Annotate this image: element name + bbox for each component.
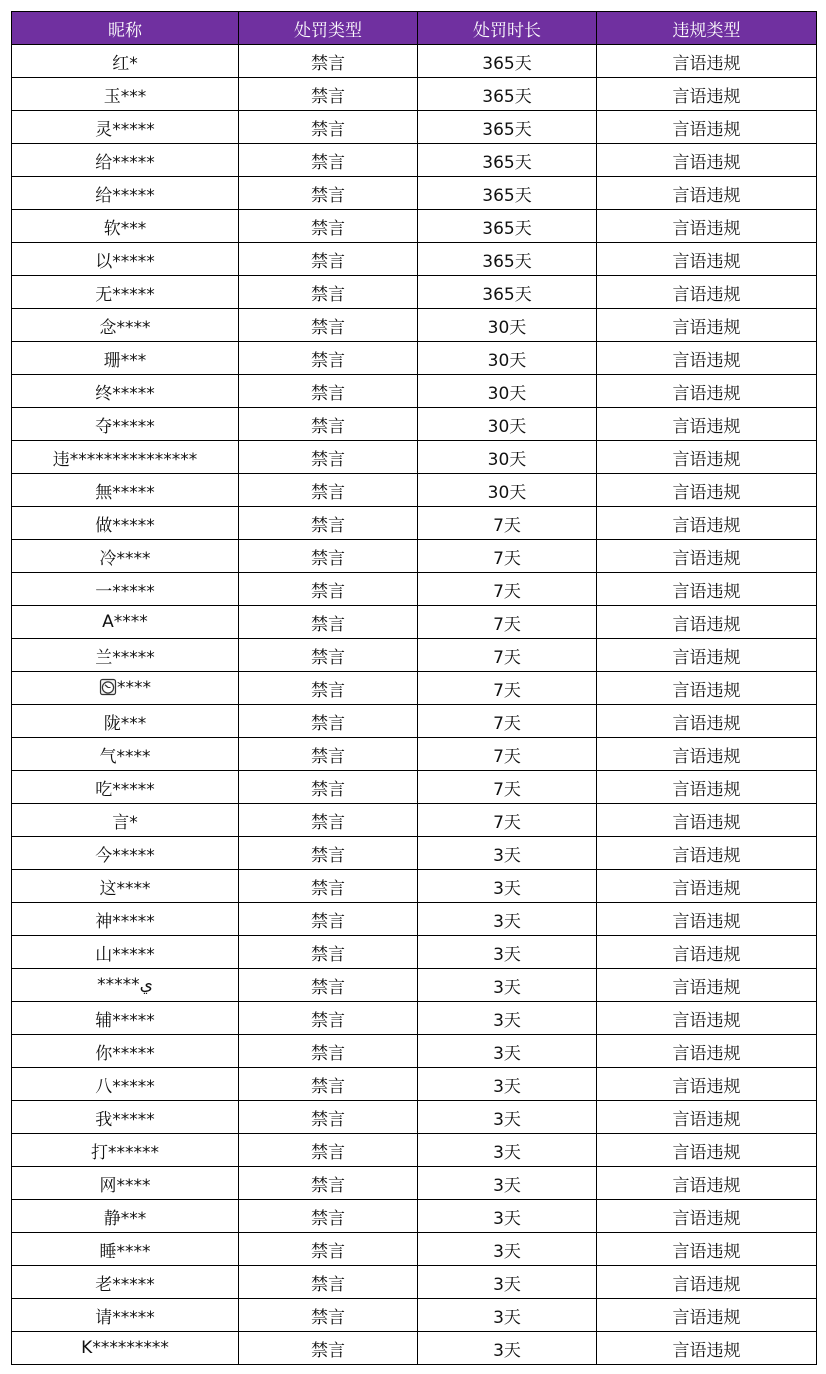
table-row bbox=[12, 441, 817, 474]
cell-nickname: 这**** bbox=[12, 870, 239, 903]
table-row bbox=[12, 573, 817, 606]
cell-violation-type: 言语违规 bbox=[597, 375, 817, 408]
cell-penalty-duration: 30天 bbox=[418, 441, 597, 474]
cell-violation-type: 言语违规 bbox=[597, 903, 817, 936]
cell-violation-type: 言语违规 bbox=[597, 1101, 817, 1134]
cell-penalty-type: 禁言 bbox=[239, 1266, 418, 1299]
cell-penalty-type: 禁言 bbox=[239, 276, 418, 309]
cell-penalty-duration: 365天 bbox=[418, 111, 597, 144]
table-body bbox=[12, 45, 817, 1365]
cell-violation-type: 言语违规 bbox=[597, 804, 817, 837]
cell-penalty-duration: 7天 bbox=[418, 606, 597, 639]
cell-penalty-type: 禁言 bbox=[239, 210, 418, 243]
cell-violation-type: 言语违规 bbox=[597, 639, 817, 672]
cell-nickname: 网**** bbox=[12, 1167, 239, 1200]
cell-penalty-type: 禁言 bbox=[239, 441, 418, 474]
cell-penalty-type: 禁言 bbox=[239, 375, 418, 408]
cell-penalty-type: 禁言 bbox=[239, 342, 418, 375]
cell-penalty-duration: 7天 bbox=[418, 507, 597, 540]
cell-penalty-duration: 3天 bbox=[418, 936, 597, 969]
cell-violation-type: 言语违规 bbox=[597, 309, 817, 342]
table-row bbox=[12, 1266, 817, 1299]
cell-penalty-type: 禁言 bbox=[239, 1035, 418, 1068]
cell-penalty-type: 禁言 bbox=[239, 1200, 418, 1233]
cell-nickname: 玉*** bbox=[12, 78, 239, 111]
cell-penalty-duration: 365天 bbox=[418, 210, 597, 243]
cell-penalty-type: 禁言 bbox=[239, 1002, 418, 1035]
header-violation-type: 违规类型 bbox=[597, 12, 817, 45]
cell-penalty-type: 禁言 bbox=[239, 408, 418, 441]
cell-nickname: 静*** bbox=[12, 1200, 239, 1233]
cell-violation-type: 言语违规 bbox=[597, 1068, 817, 1101]
table-row bbox=[12, 1068, 817, 1101]
cell-penalty-type: 禁言 bbox=[239, 672, 418, 705]
cell-penalty-duration: 30天 bbox=[418, 408, 597, 441]
cell-nickname: *****ي bbox=[12, 969, 239, 1002]
table-row bbox=[12, 1167, 817, 1200]
table-row bbox=[12, 45, 817, 78]
cell-violation-type: 言语违规 bbox=[597, 243, 817, 276]
cell-penalty-type: 禁言 bbox=[239, 144, 418, 177]
cell-nickname: 违*************** bbox=[12, 441, 239, 474]
cell-violation-type: 言语违规 bbox=[597, 1200, 817, 1233]
cell-penalty-duration: 3天 bbox=[418, 870, 597, 903]
cell-penalty-type: 禁言 bbox=[239, 111, 418, 144]
nickname-text: **** bbox=[117, 678, 151, 698]
cell-penalty-duration: 365天 bbox=[418, 243, 597, 276]
table-row bbox=[12, 1035, 817, 1068]
cell-nickname: 神***** bbox=[12, 903, 239, 936]
cell-violation-type: 言语违规 bbox=[597, 771, 817, 804]
cell-violation-type: 言语违规 bbox=[597, 441, 817, 474]
cell-nickname: 睡**** bbox=[12, 1233, 239, 1266]
cell-nickname: 兰***** bbox=[12, 639, 239, 672]
cell-penalty-type: 禁言 bbox=[239, 771, 418, 804]
cell-penalty-duration: 3天 bbox=[418, 1200, 597, 1233]
cell-penalty-duration: 365天 bbox=[418, 144, 597, 177]
cell-penalty-type: 禁言 bbox=[239, 573, 418, 606]
cell-violation-type: 言语违规 bbox=[597, 78, 817, 111]
cell-nickname: 红* bbox=[12, 45, 239, 78]
cell-violation-type: 言语违规 bbox=[597, 672, 817, 705]
cell-penalty-duration: 30天 bbox=[418, 474, 597, 507]
table-row bbox=[12, 705, 817, 738]
cell-penalty-type: 禁言 bbox=[239, 1101, 418, 1134]
cell-penalty-duration: 30天 bbox=[418, 375, 597, 408]
cell-penalty-duration: 3天 bbox=[418, 1332, 597, 1365]
cell-penalty-type: 禁言 bbox=[239, 1233, 418, 1266]
cell-violation-type: 言语违规 bbox=[597, 1266, 817, 1299]
table-row bbox=[12, 639, 817, 672]
cell-nickname: 今***** bbox=[12, 837, 239, 870]
cell-penalty-type: 禁言 bbox=[239, 1332, 418, 1365]
table-row bbox=[12, 78, 817, 111]
cell-violation-type: 言语违规 bbox=[597, 1233, 817, 1266]
cell-violation-type: 言语违规 bbox=[597, 1134, 817, 1167]
cell-penalty-duration: 30天 bbox=[418, 309, 597, 342]
table-row bbox=[12, 1002, 817, 1035]
cell-nickname: 無***** bbox=[12, 474, 239, 507]
cell-nickname: 气**** bbox=[12, 738, 239, 771]
table-row bbox=[12, 111, 817, 144]
cell-nickname: 无***** bbox=[12, 276, 239, 309]
cell-penalty-duration: 7天 bbox=[418, 771, 597, 804]
table-row bbox=[12, 969, 817, 1002]
cell-violation-type: 言语违规 bbox=[597, 1167, 817, 1200]
cell-penalty-type: 禁言 bbox=[239, 903, 418, 936]
cell-penalty-duration: 3天 bbox=[418, 903, 597, 936]
cell-penalty-duration: 3天 bbox=[418, 1233, 597, 1266]
cell-violation-type: 言语违规 bbox=[597, 540, 817, 573]
cell-nickname: 念**** bbox=[12, 309, 239, 342]
cell-penalty-duration: 7天 bbox=[418, 705, 597, 738]
cell-penalty-duration: 7天 bbox=[418, 738, 597, 771]
cell-nickname: 给***** bbox=[12, 144, 239, 177]
table-row bbox=[12, 276, 817, 309]
cell-penalty-duration: 3天 bbox=[418, 1101, 597, 1134]
table-row bbox=[12, 1200, 817, 1233]
cell-penalty-duration: 3天 bbox=[418, 1167, 597, 1200]
table-row bbox=[12, 507, 817, 540]
cell-penalty-type: 禁言 bbox=[239, 474, 418, 507]
penalty-table bbox=[11, 11, 817, 1365]
cell-penalty-type: 禁言 bbox=[239, 870, 418, 903]
cell-nickname: 打****** bbox=[12, 1134, 239, 1167]
cell-nickname: 言* bbox=[12, 804, 239, 837]
cell-violation-type: 言语违规 bbox=[597, 738, 817, 771]
cell-penalty-type: 禁言 bbox=[239, 177, 418, 210]
cell-violation-type: 言语违规 bbox=[597, 111, 817, 144]
cell-nickname: 软*** bbox=[12, 210, 239, 243]
table-row bbox=[12, 804, 817, 837]
cell-nickname: 老***** bbox=[12, 1266, 239, 1299]
cell-nickname: 冷**** bbox=[12, 540, 239, 573]
table-row bbox=[12, 1134, 817, 1167]
table-row bbox=[12, 408, 817, 441]
cell-penalty-duration: 7天 bbox=[418, 639, 597, 672]
table-row bbox=[12, 309, 817, 342]
cell-penalty-type: 禁言 bbox=[239, 1134, 418, 1167]
cell-nickname: 我***** bbox=[12, 1101, 239, 1134]
cell-violation-type: 言语违规 bbox=[597, 144, 817, 177]
cell-nickname: 八***** bbox=[12, 1068, 239, 1101]
table-row bbox=[12, 672, 817, 705]
cell-nickname: A**** bbox=[12, 606, 239, 639]
cell-penalty-type: 禁言 bbox=[239, 639, 418, 672]
table-row bbox=[12, 870, 817, 903]
cell-penalty-type: 禁言 bbox=[239, 969, 418, 1002]
cell-violation-type: 言语违规 bbox=[597, 870, 817, 903]
cell-penalty-type: 禁言 bbox=[239, 606, 418, 639]
cell-penalty-duration: 30天 bbox=[418, 342, 597, 375]
cell-penalty-type: 禁言 bbox=[239, 78, 418, 111]
cell-violation-type: 言语违规 bbox=[597, 705, 817, 738]
cell-nickname: 珊*** bbox=[12, 342, 239, 375]
table-row bbox=[12, 210, 817, 243]
cell-violation-type: 言语违规 bbox=[597, 837, 817, 870]
cell-nickname: 以***** bbox=[12, 243, 239, 276]
table-row bbox=[12, 1332, 817, 1365]
cell-violation-type: 言语违规 bbox=[597, 408, 817, 441]
table-row bbox=[12, 837, 817, 870]
cell-penalty-duration: 3天 bbox=[418, 1134, 597, 1167]
cell-violation-type: 言语违规 bbox=[597, 606, 817, 639]
table-row bbox=[12, 243, 817, 276]
cell-penalty-type: 禁言 bbox=[239, 540, 418, 573]
table-row bbox=[12, 606, 817, 639]
table-row bbox=[12, 1233, 817, 1266]
cell-penalty-type: 禁言 bbox=[239, 936, 418, 969]
cell-violation-type: 言语违规 bbox=[597, 936, 817, 969]
cell-penalty-type: 禁言 bbox=[239, 243, 418, 276]
cell-nickname: 一***** bbox=[12, 573, 239, 606]
cell-nickname: 灵***** bbox=[12, 111, 239, 144]
table-row bbox=[12, 903, 817, 936]
cell-penalty-duration: 3天 bbox=[418, 1035, 597, 1068]
cell-violation-type: 言语违规 bbox=[597, 1002, 817, 1035]
cell-violation-type: 言语违规 bbox=[597, 177, 817, 210]
cell-violation-type: 言语违规 bbox=[597, 1035, 817, 1068]
cell-violation-type: 言语违规 bbox=[597, 276, 817, 309]
cell-nickname: 做***** bbox=[12, 507, 239, 540]
cell-penalty-duration: 7天 bbox=[418, 573, 597, 606]
cell-penalty-type: 禁言 bbox=[239, 1167, 418, 1200]
cell-nickname: 终***** bbox=[12, 375, 239, 408]
cell-penalty-type: 禁言 bbox=[239, 705, 418, 738]
cell-nickname: 夺***** bbox=[12, 408, 239, 441]
table-row bbox=[12, 177, 817, 210]
cell-violation-type: 言语违规 bbox=[597, 45, 817, 78]
cell-penalty-duration: 365天 bbox=[418, 276, 597, 309]
cell-penalty-duration: 7天 bbox=[418, 804, 597, 837]
cell-penalty-duration: 3天 bbox=[418, 969, 597, 1002]
cell-penalty-type: 禁言 bbox=[239, 804, 418, 837]
cell-penalty-duration: 7天 bbox=[418, 540, 597, 573]
clock-icon bbox=[99, 678, 117, 696]
table-row bbox=[12, 144, 817, 177]
table-row bbox=[12, 771, 817, 804]
table-row bbox=[12, 1101, 817, 1134]
header-penalty-duration: 处罚时长 bbox=[418, 12, 597, 45]
cell-penalty-type: 禁言 bbox=[239, 309, 418, 342]
cell-penalty-duration: 365天 bbox=[418, 78, 597, 111]
cell-penalty-type: 禁言 bbox=[239, 837, 418, 870]
cell-penalty-duration: 365天 bbox=[418, 177, 597, 210]
cell-penalty-duration: 3天 bbox=[418, 1299, 597, 1332]
cell-nickname: K********* bbox=[12, 1332, 239, 1365]
header-nickname: 昵称 bbox=[12, 12, 239, 45]
cell-penalty-duration: 7天 bbox=[418, 672, 597, 705]
cell-violation-type: 言语违规 bbox=[597, 210, 817, 243]
cell-penalty-type: 禁言 bbox=[239, 1068, 418, 1101]
cell-penalty-type: 禁言 bbox=[239, 507, 418, 540]
cell-nickname: 请***** bbox=[12, 1299, 239, 1332]
table-row bbox=[12, 1299, 817, 1332]
cell-violation-type: 言语违规 bbox=[597, 1299, 817, 1332]
table-row bbox=[12, 540, 817, 573]
cell-nickname bbox=[12, 672, 239, 705]
cell-penalty-duration: 3天 bbox=[418, 1002, 597, 1035]
cell-penalty-type: 禁言 bbox=[239, 1299, 418, 1332]
cell-penalty-type: 禁言 bbox=[239, 45, 418, 78]
table-row bbox=[12, 936, 817, 969]
cell-penalty-type: 禁言 bbox=[239, 738, 418, 771]
table-row bbox=[12, 375, 817, 408]
cell-penalty-duration: 3天 bbox=[418, 837, 597, 870]
cell-violation-type: 言语违规 bbox=[597, 474, 817, 507]
cell-nickname: 山***** bbox=[12, 936, 239, 969]
cell-penalty-duration: 3天 bbox=[418, 1266, 597, 1299]
cell-nickname: 辅***** bbox=[12, 1002, 239, 1035]
cell-nickname: 给***** bbox=[12, 177, 239, 210]
cell-violation-type: 言语违规 bbox=[597, 573, 817, 606]
cell-nickname: 陇*** bbox=[12, 705, 239, 738]
cell-nickname: 吃***** bbox=[12, 771, 239, 804]
table-row bbox=[12, 738, 817, 771]
cell-penalty-duration: 365天 bbox=[418, 45, 597, 78]
table-header-row bbox=[12, 12, 817, 45]
table-row bbox=[12, 342, 817, 375]
cell-violation-type: 言语违规 bbox=[597, 1332, 817, 1365]
cell-nickname: 你***** bbox=[12, 1035, 239, 1068]
cell-violation-type: 言语违规 bbox=[597, 507, 817, 540]
cell-violation-type: 言语违规 bbox=[597, 969, 817, 1002]
cell-violation-type: 言语违规 bbox=[597, 342, 817, 375]
table-row bbox=[12, 474, 817, 507]
header-penalty-type: 处罚类型 bbox=[239, 12, 418, 45]
cell-penalty-duration: 3天 bbox=[418, 1068, 597, 1101]
